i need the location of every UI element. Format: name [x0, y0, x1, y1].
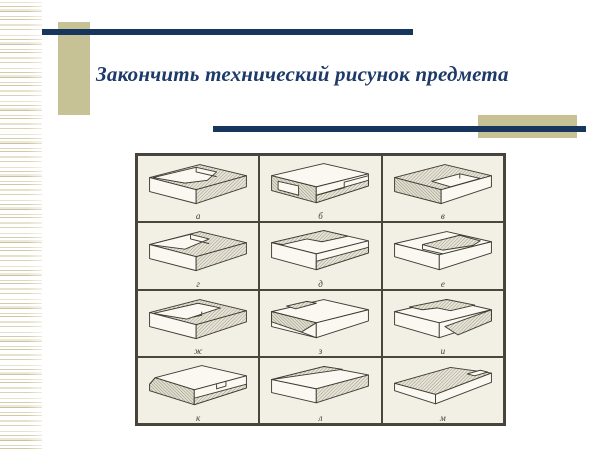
figure-cell-a — [137, 155, 259, 222]
cell-label: к — [196, 413, 201, 423]
cell-label: л — [318, 413, 323, 423]
cell-label: и — [440, 345, 446, 356]
title-rule-top — [42, 29, 413, 35]
isometric-block-drawing — [385, 158, 501, 212]
title-rule-bottom — [213, 126, 586, 132]
task-figure — [135, 153, 506, 426]
cell-label: ж — [193, 345, 203, 356]
figure-cell-zh — [137, 290, 259, 357]
cell-label: д — [318, 278, 323, 289]
figure-cell-b — [259, 155, 381, 222]
cell-label: м — [439, 413, 446, 423]
isometric-block-drawing — [385, 360, 501, 414]
isometric-block-drawing — [140, 158, 256, 212]
cell-label: б — [318, 211, 323, 222]
figure-cell-l — [259, 357, 381, 424]
figure-cell-e — [382, 222, 504, 289]
isometric-block-drawing — [140, 360, 256, 414]
cell-label: з — [318, 345, 323, 356]
figure-cell-m — [382, 357, 504, 424]
isometric-block-drawing — [140, 225, 256, 279]
slide-title: Закончить технический рисунок предмета — [96, 62, 509, 86]
cell-label: в — [440, 211, 445, 222]
cell-label: а — [195, 211, 201, 222]
isometric-block-drawing — [262, 293, 378, 347]
isometric-block-drawing — [262, 360, 378, 414]
accent-bar-top-left — [58, 22, 90, 115]
isometric-block-drawing — [385, 225, 501, 279]
left-stripe-pattern — [0, 0, 42, 450]
cell-label: г — [196, 278, 200, 289]
isometric-block-drawing — [262, 158, 378, 212]
figure-cell-g — [137, 222, 259, 289]
figure-cell-v — [382, 155, 504, 222]
figure-cell-z — [259, 290, 381, 357]
figure-cell-d — [259, 222, 381, 289]
figure-cell-k — [137, 357, 259, 424]
figure-cell-i — [382, 290, 504, 357]
isometric-block-drawing — [140, 293, 256, 347]
cell-label: е — [440, 278, 445, 289]
isometric-block-drawing — [262, 225, 378, 279]
isometric-block-drawing — [385, 293, 501, 347]
